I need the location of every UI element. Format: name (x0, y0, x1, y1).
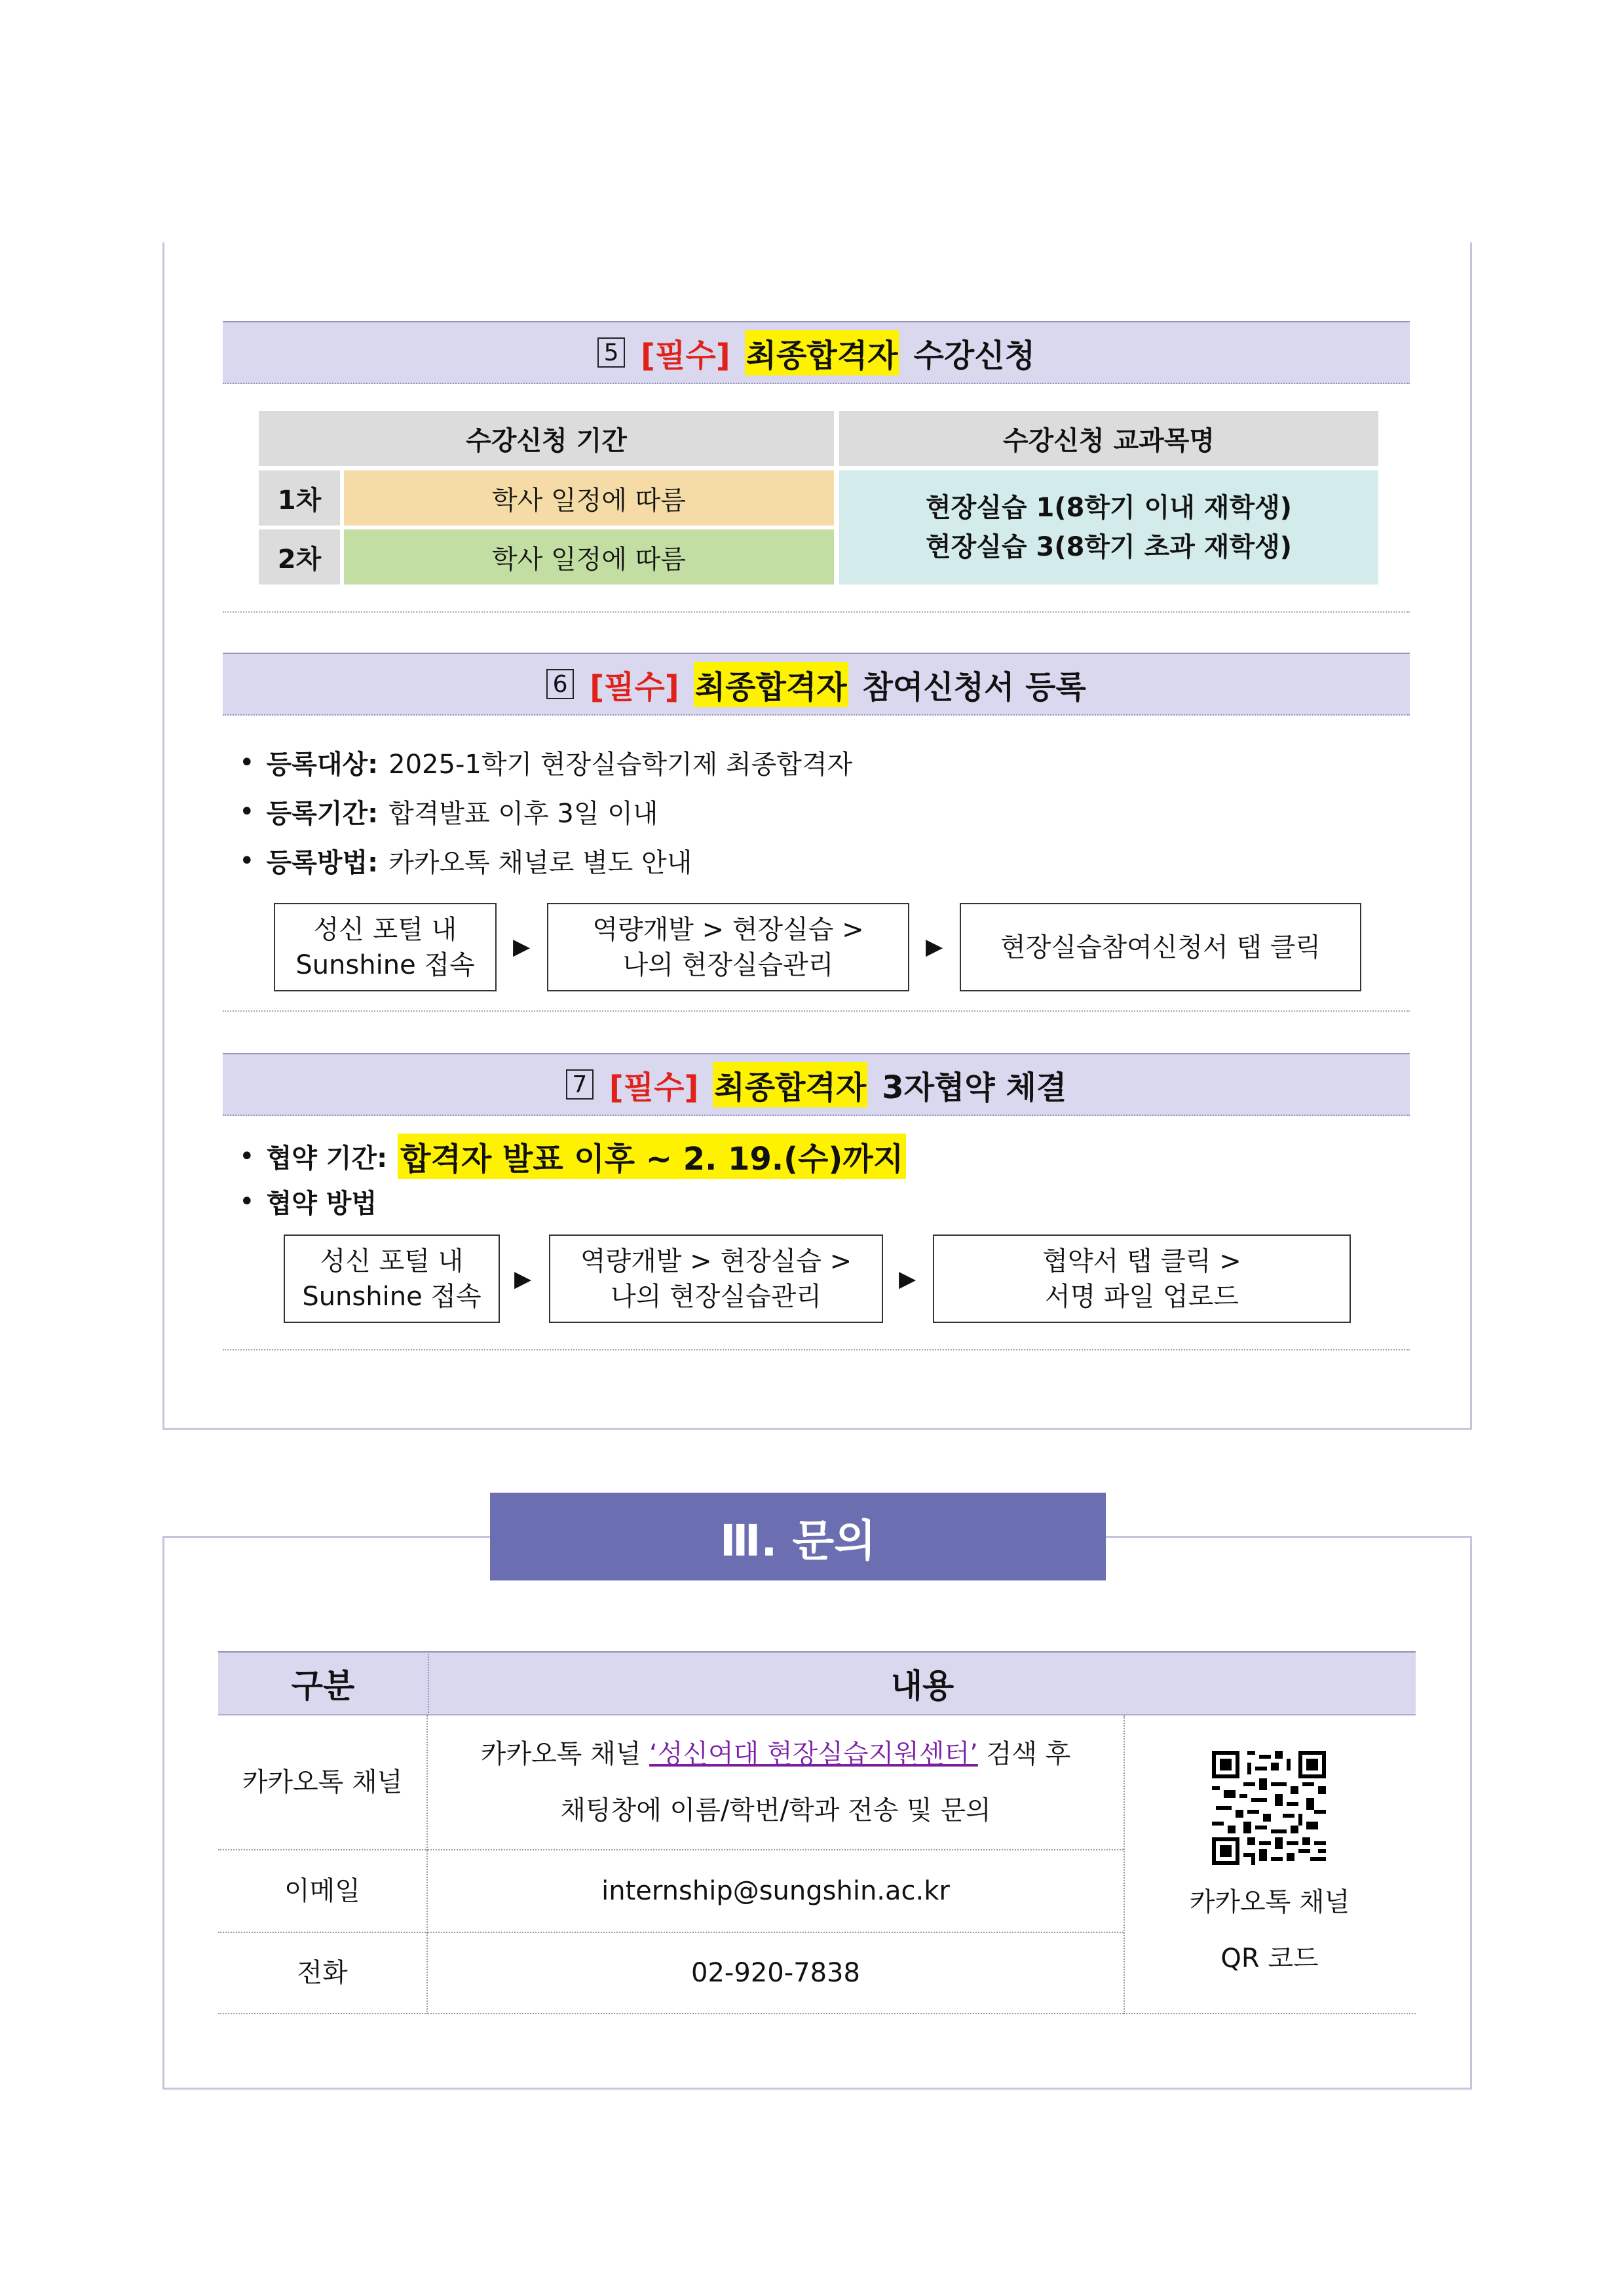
contact-header-content (428, 1651, 1416, 1715)
bullet-text: 합격발표 이후 3일 이내 (388, 799, 658, 829)
table-row-label (259, 470, 340, 526)
bullet-label: 협약 방법 (266, 1189, 377, 1219)
bullet-label: 등록기간: (266, 799, 379, 829)
contact-email-label: 이메일 (284, 1876, 360, 1906)
flow7-step2 (549, 1234, 883, 1323)
flow-line: Sunshine 접속 (302, 1281, 482, 1312)
row1-period: 학사 일정에 따름 (492, 485, 686, 516)
bullet-dot: • (239, 796, 255, 827)
qr-code-icon[interactable] (1212, 1751, 1326, 1865)
section7-number: 7 (566, 1069, 594, 1100)
flow6-step2 (547, 903, 909, 991)
email-address[interactable]: internship@sungshin.ac.kr (601, 1876, 950, 1906)
section6-title: 참여신청서 등록 (862, 668, 1086, 706)
section6-bullet-method (239, 842, 692, 879)
kakao-pre-text: 카카오톡 채널 (480, 1739, 650, 1769)
course-3: 현장실습 3(8학기 초과 재학생) (925, 532, 1293, 562)
agreement-period-highlight: 합격자 발표 이후 ~ 2. 19.(수)까지 (398, 1134, 906, 1179)
qr-caption-line2: QR 코드 (1220, 1943, 1319, 1974)
flow-arrow-icon: ▶ (513, 934, 531, 960)
section3-title-box (490, 1493, 1106, 1580)
kakao-channel-link[interactable]: ‘성신여대 현장실습지원센터’ (649, 1739, 978, 1769)
section7-bullet-period (239, 1134, 906, 1179)
section5-divider (223, 611, 1410, 613)
bullet-text: 2025-1학기 현장실습학기제 최종합격자 (388, 750, 853, 780)
flow-line: 나의 현장실습관리 (622, 949, 834, 980)
flow-arrow-icon: ▶ (926, 934, 943, 960)
contact-header-content-label: 내용 (890, 1667, 954, 1705)
section7-bullet-method (239, 1183, 387, 1220)
flow-line: 협약서 탭 클릭 > (1042, 1246, 1241, 1276)
section6-highlight: 최종합격자 (694, 662, 848, 707)
course-1: 현장실습 1(8학기 이내 재학생) (925, 493, 1293, 523)
flow7-step3 (933, 1234, 1351, 1323)
table-header-period (259, 411, 834, 466)
bullet-label: 등록대상: (266, 750, 379, 780)
section5-title-bar (223, 321, 1410, 384)
kakao-post-text: 검색 후 (977, 1739, 1071, 1769)
contact-phone-value[interactable] (428, 1933, 1124, 2014)
contact-kakao-label: 카카오톡 채널 (242, 1767, 403, 1797)
contact-kakao-line1 (481, 1726, 1070, 1782)
contact-kakao-line2: 채팅창에 이름/학번/학과 전송 및 문의 (560, 1795, 991, 1826)
bullet-dot: • (239, 747, 255, 778)
section3-title: Ⅲ. 문의 (720, 1515, 876, 1566)
section7-title-bar (223, 1053, 1410, 1116)
section5-required-tag: [필수] (641, 337, 730, 374)
flow-line: 현장실습참여신청서 탭 클릭 (1000, 932, 1321, 963)
bullet-dot: • (239, 1186, 255, 1217)
row1-label: 1차 (277, 485, 322, 516)
flow-line: 역량개발 > 현장실습 > (580, 1246, 852, 1276)
section7-highlight: 최종합격자 (713, 1062, 867, 1107)
section7-required-tag: [필수] (609, 1069, 699, 1106)
section5-title: 수강신청 (913, 337, 1035, 374)
table-row-period (344, 470, 834, 526)
section7-divider (223, 1349, 1410, 1350)
table-header-period-label: 수강신청 기간 (466, 425, 627, 456)
contact-row-label (218, 1850, 428, 1933)
contact-row-label (218, 1715, 428, 1850)
qr-caption-line1: 카카오톡 채널 (1189, 1887, 1350, 1917)
section6-title-bar (223, 653, 1410, 716)
flow6-step3 (960, 903, 1361, 991)
bullet-dot: • (239, 1141, 255, 1172)
flow-arrow-icon: ▶ (514, 1266, 532, 1292)
table-row-period (344, 529, 834, 584)
flow6-step1 (274, 903, 497, 991)
bullet-label: 협약 기간: (266, 1143, 388, 1174)
flow-line: 나의 현장실습관리 (611, 1281, 821, 1312)
row2-label: 2차 (277, 544, 322, 575)
table-row-label (259, 529, 340, 584)
flow-line: 서명 파일 업로드 (1045, 1281, 1239, 1312)
table-header-course-label: 수강신청 교과목명 (1002, 425, 1215, 456)
section6-number: 6 (546, 669, 574, 699)
bullet-dot: • (239, 845, 255, 876)
contact-header-category (218, 1651, 428, 1715)
bullet-label: 등록방법: (266, 848, 379, 878)
contact-email-value[interactable] (428, 1850, 1124, 1933)
phone-number[interactable]: 02-920-7838 (691, 1958, 860, 1988)
contact-kakao-content (428, 1715, 1124, 1850)
flow-line: 성신 포털 내 (313, 914, 457, 945)
flow-arrow-icon: ▶ (899, 1266, 916, 1292)
section6-required-tag: [필수] (590, 668, 679, 706)
table-header-course (839, 411, 1378, 466)
flow-line: Sunshine 접속 (295, 949, 475, 980)
bullet-text: 카카오톡 채널로 별도 안내 (388, 848, 692, 878)
section5-number: 5 (597, 337, 625, 368)
contact-phone-label: 전화 (297, 1958, 348, 1988)
qr-caption (1124, 1874, 1416, 1987)
section5-highlight: 최종합격자 (745, 330, 899, 375)
flow7-step1 (284, 1234, 500, 1323)
contact-header-category-label: 구분 (291, 1667, 355, 1705)
flow-line: 성신 포털 내 (320, 1246, 464, 1276)
contact-row-label (218, 1933, 428, 2014)
section6-divider (223, 1010, 1410, 1012)
table-course-cell (839, 470, 1378, 584)
section6-bullet-target (239, 744, 852, 781)
section6-bullet-period (239, 793, 658, 830)
row2-period: 학사 일정에 따름 (492, 544, 686, 575)
flow-line: 역량개발 > 현장실습 > (592, 914, 864, 945)
section7-title: 3자협약 체결 (882, 1069, 1067, 1106)
